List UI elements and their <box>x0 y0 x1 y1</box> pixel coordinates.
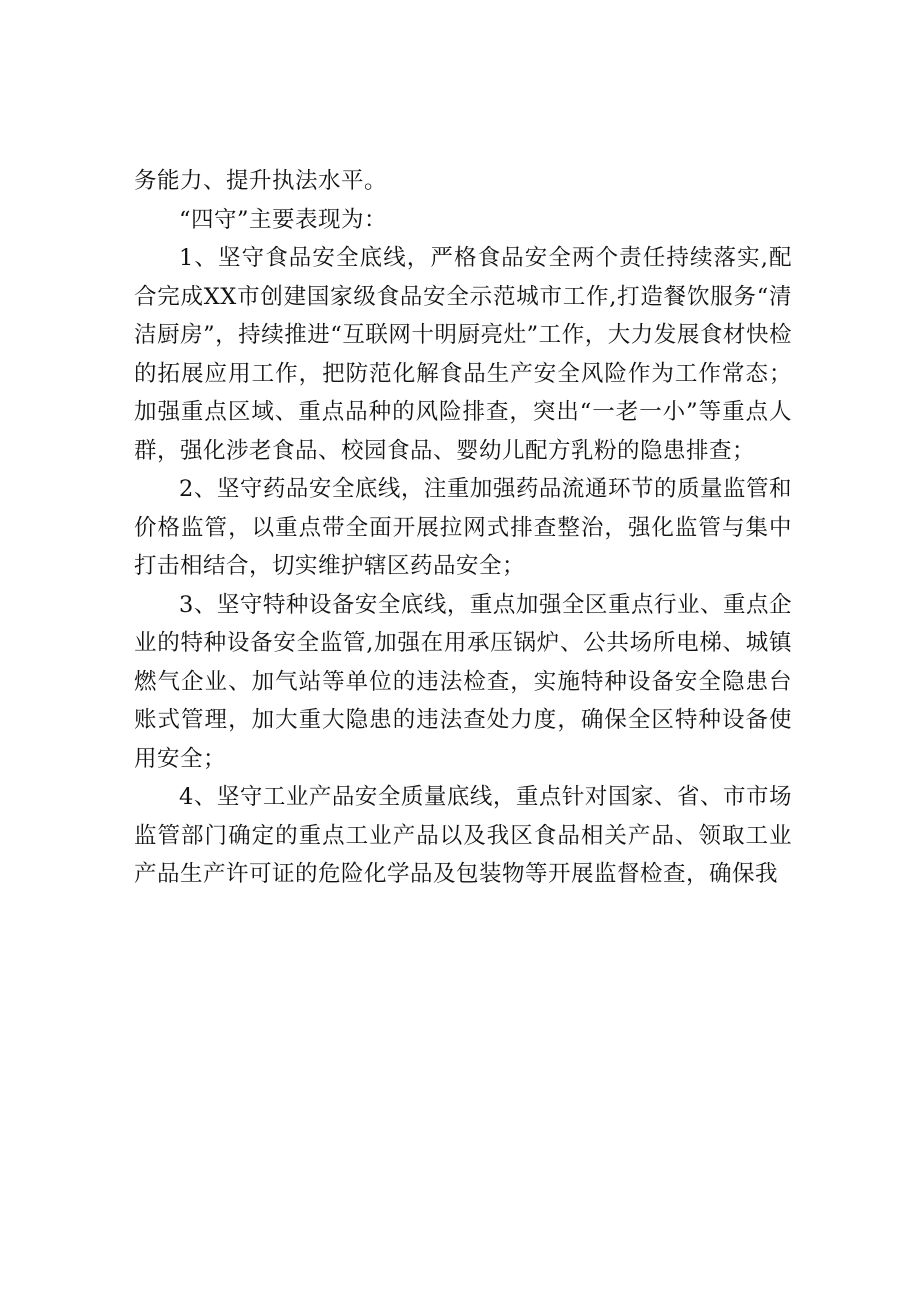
paragraph-four-keeps-intro: “四守”主要表现为： <box>179 206 388 233</box>
paragraph-continuation: 务能力、提升执法水平。 <box>134 168 388 194</box>
paragraph-item-4-industrial-products: 4、坚守工业产品安全质量底线，重点针对国家、省、市市场监管部门确定的重点工业产品以及我区食品相关产品、领取工业产品生产许可证的危险化学品及包装物等开展监督检查，确保我 <box>134 784 792 887</box>
paragraph-item-1-food-safety: 1、坚守食品安全底线，严格食品安全两个责任持续落实,配合完成XX市创建国家级食品安全示范城市工作,打造餐饮服务“清洁厨房”，持续推进“互联网十明厨亮灶”工作，大力发展食材快检的拓展应用工作，把防范化解食品生产安全风险作为工作常态；加强重点区域、重点品种的风险排查，突出“一老一小”等重点人群，强化涉老食品、校园食品、婴幼儿配方乳粉的隐患排查； <box>134 245 792 464</box>
paragraph-item-3-special-equipment: 3、坚守特种设备安全底线，重点加强全区重点行业、重点企业的特种设备安全监管,加强在用承压锅炉、公共场所电梯、城镇燃气企业、加气站等单位的违法检查，实施特种设备安全隐患台账式管理，加大重大隐患的违法查处力度，确保全区特种设备使用安全； <box>134 591 792 772</box>
document-body <box>134 162 792 894</box>
paragraph-item-2-drug-safety: 2、坚守药品安全底线，注重加强药品流通环节的质量监管和价格监管，以重点带全面开展拉网式排查整治，强化监管与集中打击相结合，切实维护辖区药品安全； <box>134 476 792 579</box>
